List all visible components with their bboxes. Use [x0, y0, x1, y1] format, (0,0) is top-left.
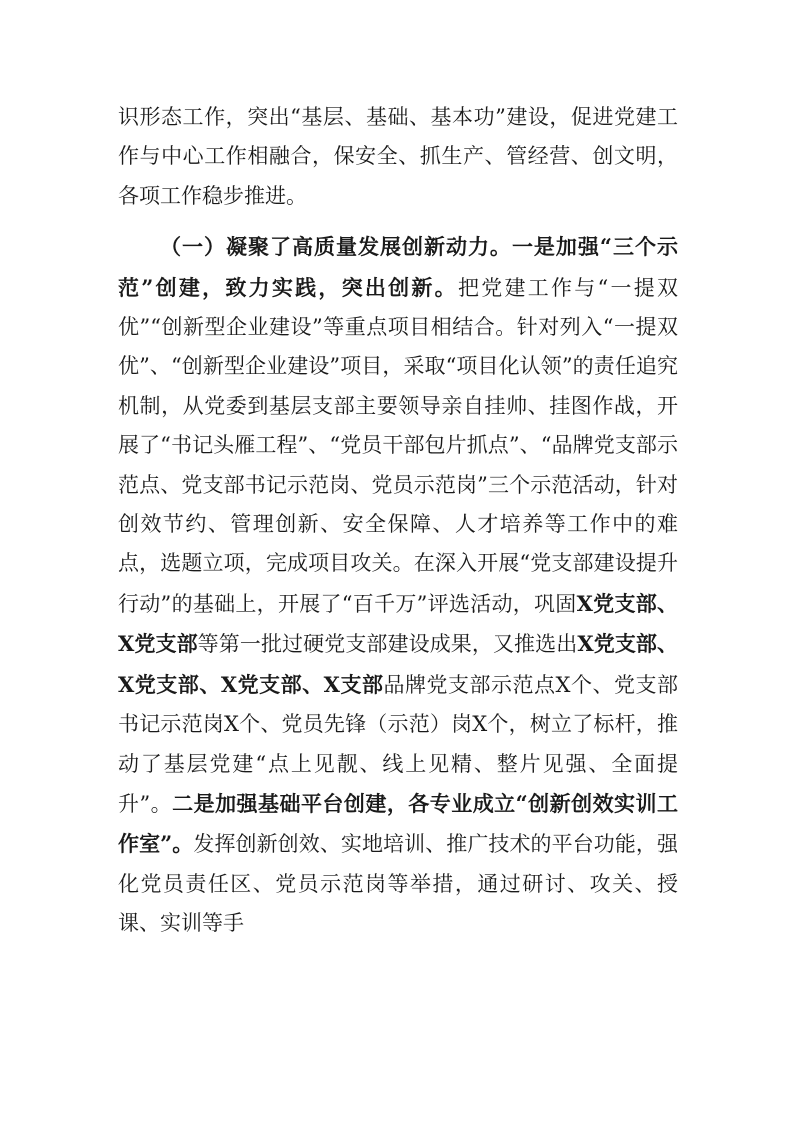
bold-branch-names: X党支部、X党支部: [118, 590, 678, 657]
paragraph-section-one: [118, 227, 678, 943]
paragraph-continuation: [118, 98, 678, 216]
paragraph-text: 发挥创新创效、实地培训、推广技术的平台功能，强化党员责任区、党员示范岗等举措，通过研讨、攻关、授课、实训等手: [118, 832, 678, 936]
bold-branch-names: X党支部、X党支部、X党支部、X支部: [118, 631, 679, 697]
paragraph-text: 把党建工作与“一提双优”“创新型企业建设”等重点项目相结合。针对列入“一提双优”、“创新型企业建设”项目，采取“项目化认领”的责任追究机制，从党委到基层支部主要领导亲自挂帅、挂图作战，开展了“书记头雁工程”、“党员干部包片抓点”、“品牌党支部示范点、党支部书记示范岗、党员示范岗”三个示范活动，针对创效节约、管理创新、安全保障、人才培养等工作中的难点，选题立项，完成项目攻关。在深入开展“党支部建设提升行动”的基础上，开展了“百千万”评选活动，巩固: [118, 275, 678, 616]
paragraph-text: 品牌党支部示范点X个、党支部书记示范岗X个、党员先锋（示范）岗X个，树立了标杆，推动了基层党建“点上见靓、线上见精、整片见强、全面提升”。: [118, 672, 678, 816]
document-page: [118, 98, 678, 944]
subpoint-one-heading: 一是加强“三个示范”创建，致力实践，突出创新。: [118, 234, 678, 300]
paragraph-text: 识形态工作，突出“基层、基础、基本功”建设，促进党建工作与中心工作相融合，保安全、抓生产、管经营、创文明，各项工作稳步推进。: [118, 105, 678, 208]
paragraph-text: 等第一批过硬党支部建设成果，又推选出: [197, 632, 578, 657]
subpoint-two-heading: 二是加强基础平台创建，各专业成立“创新创效实训工作室”。: [118, 790, 678, 857]
section-heading: （一）凝聚了高质量发展创新动力。: [160, 234, 512, 260]
